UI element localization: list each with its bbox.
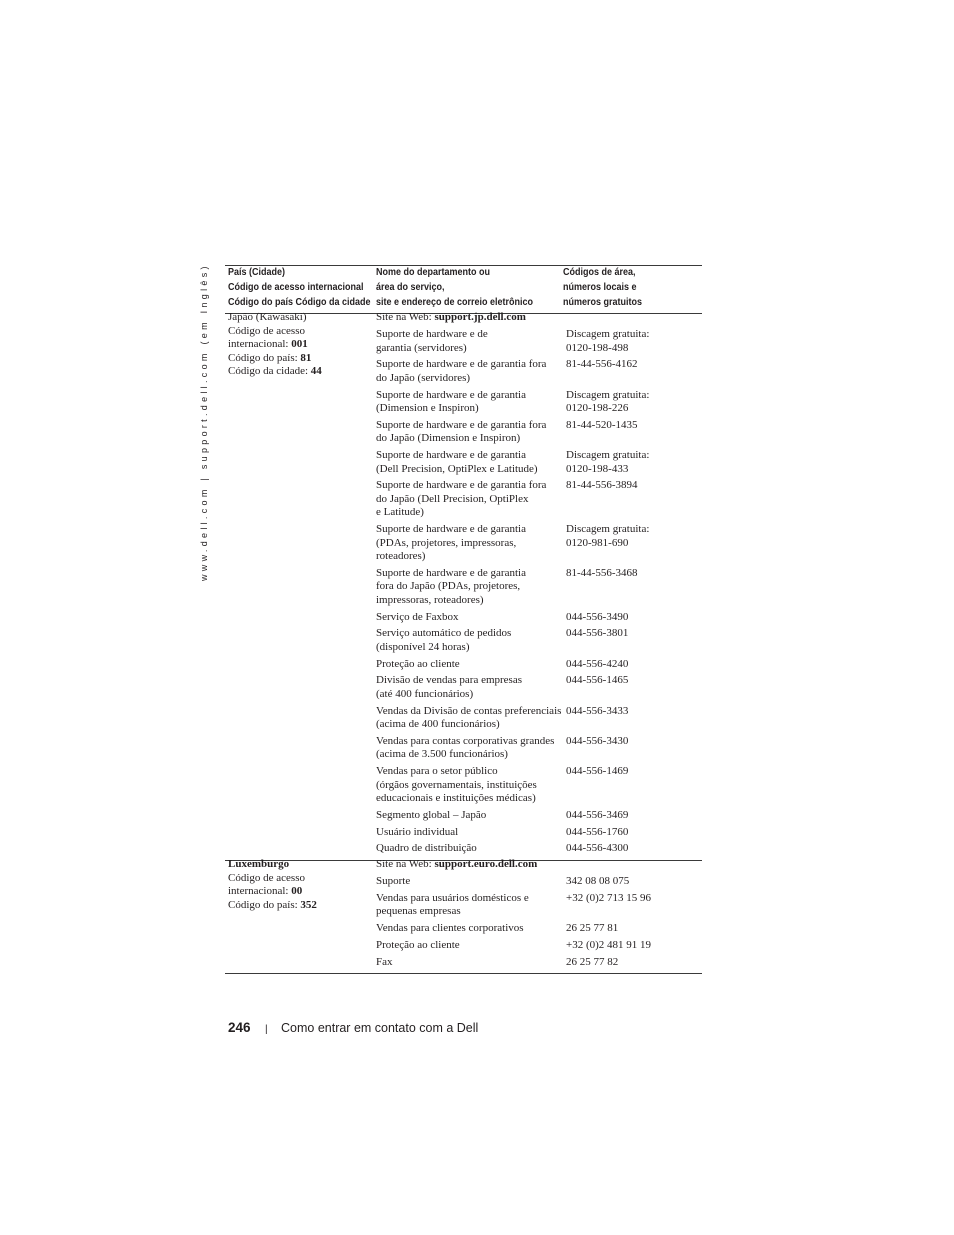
access-code-label: Código de acesso internacional: [228, 324, 305, 351]
country-code: 352 [300, 898, 317, 911]
table-row [373, 826, 702, 843]
contact-number: 81-44-520-1435 [566, 418, 638, 431]
header-text: números gratuitos [563, 296, 643, 308]
contact-number: 044-556-3469 [566, 808, 629, 821]
table-row [373, 765, 702, 809]
table-row [373, 842, 702, 859]
contact-number: Discagem gratuita: 0120-198-498 [566, 328, 650, 354]
country-section-luxembourg [225, 860, 702, 974]
service-name: Suporte de hardware e de garantia (Dell Precision, OptiPlex e Latitude) [376, 449, 538, 475]
service-name: Serviço de Faxbox [376, 610, 459, 623]
contact-number: 81-44-556-4162 [566, 358, 638, 371]
table-row [373, 611, 702, 628]
city-code-label: Código da cidade: [228, 365, 309, 378]
access-code: 001 [291, 338, 308, 351]
service-name: Fax [376, 955, 393, 968]
table-row [373, 892, 702, 922]
contact-number: 044-556-4240 [566, 657, 629, 670]
service-name: Vendas para usuários domésticos e pequenas empresas [376, 891, 529, 918]
contact-number: 044-556-3433 [566, 704, 629, 717]
contact-number: 26 25 77 81 [566, 922, 619, 934]
table-row [373, 809, 702, 826]
contact-table [225, 265, 702, 974]
contact-number: +32 (0)2 713 15 96 [566, 891, 652, 904]
table-row [373, 705, 702, 735]
service-name: Vendas da Divisão de contas preferenciais (acima de 400 funcionários) [376, 704, 562, 730]
header-col-department [373, 265, 560, 314]
service-name: Proteção ao cliente [376, 657, 460, 670]
website-row [373, 858, 702, 875]
website-cell [373, 858, 560, 872]
service-name: Serviço automático de pedidos (disponível 24 horas) [376, 627, 512, 653]
contact-number: 044-556-1465 [566, 674, 629, 687]
table-row [373, 567, 702, 611]
service-name: Suporte de hardware e de garantia fora do Japão (PDAs, projetores, impressoras, roteadores) [376, 566, 526, 606]
service-name: Vendas para contas corporativas grandes (acima de 3.500 funcionários) [376, 734, 555, 761]
table-row [373, 479, 702, 523]
access-code: 00 [291, 885, 303, 898]
website-cell [373, 311, 560, 325]
service-name: Suporte de hardware e de garantia (PDAs, projetores, impressoras, roteadores) [376, 523, 526, 562]
contact-number: 044-556-3801 [566, 627, 629, 640]
service-name: Suporte de hardware e de garantia fora do Japão (servidores) [376, 358, 547, 384]
table-row [373, 627, 702, 657]
table-row [373, 358, 702, 388]
access-code-line [228, 325, 373, 352]
table-row [373, 389, 702, 419]
service-rows [373, 311, 702, 859]
contact-number: +32 (0)2 481 91 19 [566, 938, 652, 951]
header-text: Código de acesso internacional [228, 281, 364, 293]
table-row [373, 328, 702, 358]
service-name: Vendas para clientes corporativos [376, 922, 524, 934]
country-name: Luxemburgo [228, 858, 290, 871]
header-col-country [225, 265, 373, 314]
header-text: números locais e [563, 281, 637, 293]
service-name: Usuário individual [376, 825, 459, 838]
table-row [373, 674, 702, 704]
contact-number: 044-556-4300 [566, 842, 629, 855]
chapter-title: Como entrar em contato com a Dell [281, 1020, 479, 1035]
service-name: Segmento global – Japão [376, 808, 487, 821]
service-name: Divisão de vendas para empresas (até 400 funcionários) [376, 674, 523, 700]
page-number: 246 [228, 1020, 251, 1035]
contact-number: 044-556-1469 [566, 765, 629, 777]
table-row [373, 449, 702, 479]
service-name: Suporte [376, 875, 411, 887]
service-name: Suporte de hardware e de garantia fora do Japão (Dimension e Inspiron) [376, 418, 547, 445]
service-name: Suporte de hardware e de garantia (Dimension e Inspiron) [376, 388, 526, 414]
website-label: Site na Web: [376, 858, 432, 871]
table-row [373, 875, 702, 892]
access-code-label: Código de acesso internacional: [228, 871, 305, 898]
header-text: Nome do departamento ou [376, 266, 491, 278]
table-row [373, 658, 702, 675]
table-row [373, 523, 702, 567]
country-code-label: Código do país: [228, 351, 298, 364]
website-row [373, 311, 702, 328]
website-url: support.jp.dell.com [434, 311, 526, 324]
table-header [225, 266, 702, 314]
contact-number: 044-556-3490 [566, 610, 629, 623]
access-code-line [228, 872, 373, 899]
service-name: Proteção ao cliente [376, 938, 460, 951]
header-text: Códigos de área, [563, 266, 636, 278]
header-text: País (Cidade) [228, 266, 286, 278]
table-row [373, 956, 702, 973]
service-rows [373, 858, 702, 972]
header-col-numbers [560, 265, 702, 314]
website-url: support.euro.dell.com [434, 858, 538, 871]
service-name: Suporte de hardware e de garantia fora do Japão (Dell Precision, OptiPlex e Latitude) [376, 479, 547, 519]
contact-number: 044-556-1760 [566, 825, 629, 838]
country-info [225, 311, 373, 379]
country-section-japan [225, 311, 702, 860]
service-name: Suporte de hardware e de garantia (servidores) [376, 328, 488, 354]
table-row [373, 922, 702, 939]
country-code-line [228, 352, 373, 366]
footer-separator: | [265, 1024, 268, 1035]
country-code-line [228, 899, 373, 913]
header-text: Código do país Código da cidade [228, 296, 371, 308]
table-row [373, 419, 702, 449]
contact-number: Discagem gratuita: 0120-981-690 [566, 523, 650, 549]
side-url-text: www.dell.com | support.dell.com (em Inglês) [199, 263, 209, 581]
country-info [225, 858, 373, 912]
table-row [373, 939, 702, 956]
country-code-label: Código do país: [228, 898, 298, 911]
service-name: Quadro de distribuição [376, 842, 477, 855]
contact-number: 26 25 77 82 [566, 955, 619, 968]
table-row [373, 735, 702, 765]
city-code-line [228, 365, 373, 379]
header-text: área do serviço, [376, 281, 445, 293]
contact-number: 81-44-556-3894 [566, 479, 638, 492]
header-text: site e endereço de correio eletrônico [376, 296, 534, 308]
service-name: Vendas para o setor público (órgãos governamentais, instituições educacionais e instituições médicas) [376, 765, 537, 804]
website-label: Site na Web: [376, 311, 432, 324]
contact-number: 342 08 08 075 [566, 875, 630, 887]
contact-number: Discagem gratuita: 0120-198-433 [566, 449, 650, 475]
contact-number: 044-556-3430 [566, 734, 629, 747]
contact-number: 81-44-556-3468 [566, 566, 638, 579]
city-code: 44 [310, 365, 322, 378]
country-name: Japão (Kawasaki) [228, 311, 307, 324]
contact-number: Discagem gratuita: 0120-198-226 [566, 388, 650, 414]
country-code: 81 [300, 351, 312, 364]
